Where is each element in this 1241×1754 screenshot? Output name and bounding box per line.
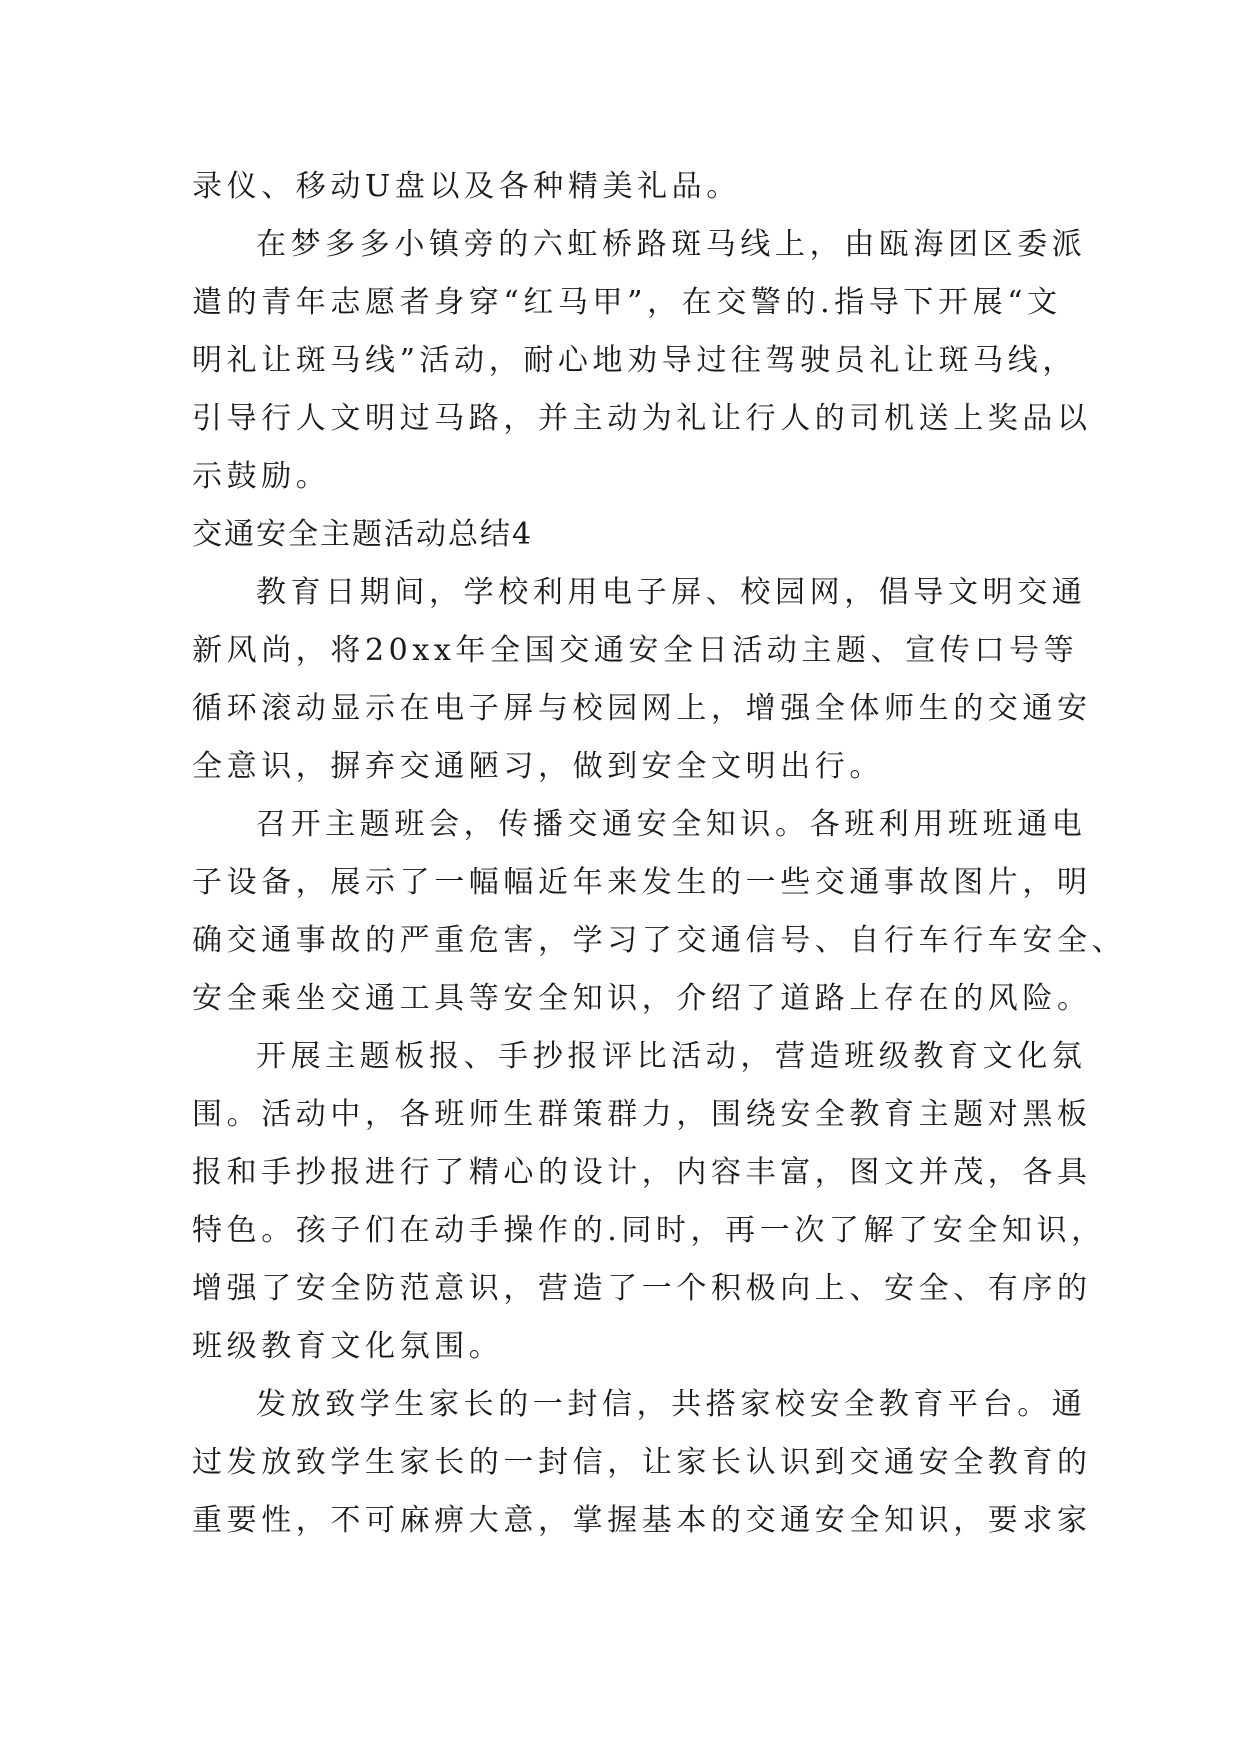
paragraph-line: 增强了安全防范意识，营造了一个积极向上、安全、有序的: [192, 1271, 1092, 1306]
paragraph-line: 安全乘坐交通工具等安全知识，介绍了道路上存在的风险。: [192, 981, 1092, 1016]
paragraph-first-line: 在梦多多小镇旁的六虹桥路斑马线上，由瓯海团区委派: [256, 227, 1087, 262]
section-heading: 交通安全主题活动总结4: [192, 517, 534, 552]
paragraph-line: 特色。孩子们在动手操作的.同时，再一次了解了安全知识，: [192, 1213, 1106, 1248]
paragraph-line: 过发放致学生家长的一封信，让家长认识到交通安全教育的: [192, 1445, 1092, 1480]
paragraph-line: 子设备，展示了一幅幅近年来发生的一些交通事故图片，明: [192, 865, 1092, 900]
paragraph-line: 遣的青年志愿者身穿“红马甲”，在交警的.指导下开展“文: [192, 285, 1062, 320]
paragraph-line: 围。活动中，各班师生群策群力，围绕安全教育主题对黑板: [192, 1097, 1092, 1132]
paragraph-line: 循环滚动显示在电子屏与校园网上，增强全体师生的交通安: [192, 691, 1092, 726]
paragraph-line: 新风尚，将20xx年全国交通安全日活动主题、宣传口号等: [192, 633, 1079, 668]
paragraph-line: 明礼让斑马线”活动，耐心地劝导过往驾驶员礼让斑马线，: [192, 343, 1077, 378]
paragraph-line: 全意识，摒弃交通陋习，做到安全文明出行。: [192, 749, 884, 784]
paragraph-first-line: 召开主题班会，传播交通安全知识。各班利用班班通电: [256, 807, 1087, 842]
paragraph-line: 示鼓励。: [192, 459, 331, 494]
paragraph-first-line: 教育日期间，学校利用电子屏、校园网，倡导文明交通: [256, 575, 1087, 610]
paragraph-line: 引导行人文明过马路，并主动为礼让行人的司机送上奖品以: [192, 401, 1092, 436]
paragraph-first-line: 发放致学生家长的一封信，共搭家校安全教育平台。通: [256, 1387, 1087, 1422]
paragraph-line: 确交通事故的严重危害，学习了交通信号、自行车行车安全、: [192, 923, 1127, 958]
paragraph-line: 录仪、移动U盘以及各种精美礼品。: [192, 169, 741, 204]
document-body: [192, 158, 1127, 1550]
paragraph-line: 重要性，不可麻痹大意，掌握基本的交通安全知识，要求家: [192, 1503, 1092, 1538]
paragraph-first-line: 开展主题板报、手抄报评比活动，营造班级教育文化氛: [256, 1039, 1087, 1074]
paragraph-line: 报和手抄报进行了精心的设计，内容丰富，图文并茂，各具: [192, 1155, 1092, 1190]
paragraph-line: 班级教育文化氛围。: [192, 1329, 504, 1364]
